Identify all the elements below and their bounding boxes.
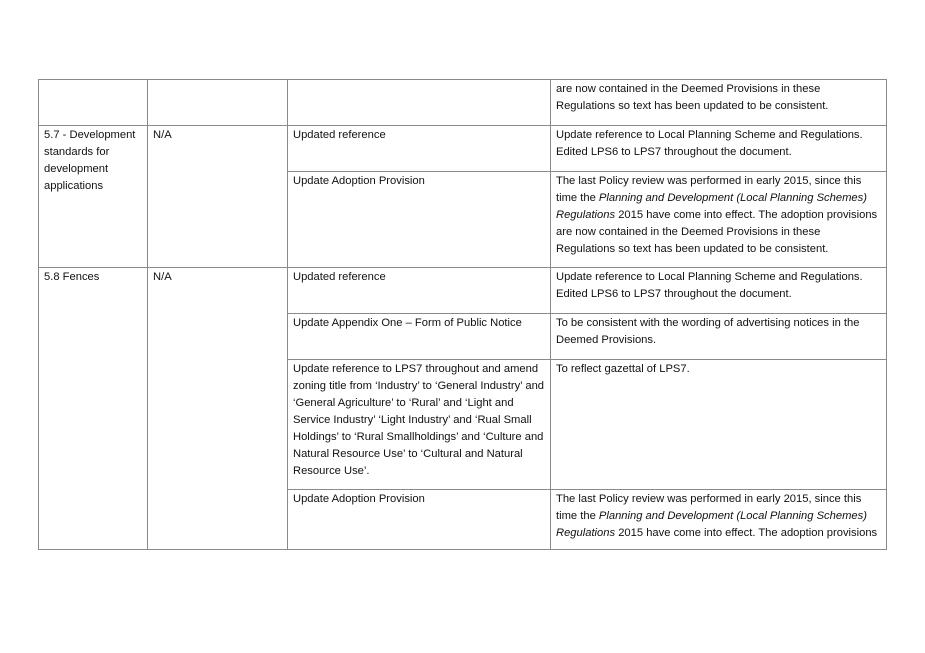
regulations-title: Planning and Development (Local Planning Schemes) Regulations	[556, 510, 867, 539]
na-cell: N/A	[148, 268, 288, 550]
reason-cell: Update reference to Local Planning Scheme and Regulations. Edited LPS6 to LPS7 throughout the document.	[551, 268, 887, 314]
section-cell: 5.8 Fences	[39, 268, 148, 550]
table-row	[39, 126, 887, 172]
table-row	[39, 80, 887, 126]
policy-review-table	[38, 79, 887, 550]
reason-text: The last Policy review was performed in early 2015, since this time the	[556, 175, 862, 204]
regulations-title: Planning and Development (Local Planning Schemes) Regulations	[556, 192, 867, 221]
change-cell: Updated reference	[288, 268, 551, 314]
reason-cell: Update reference to Local Planning Scheme and Regulations. Edited LPS6 to LPS7 throughout the document.	[551, 126, 887, 172]
reason-cell: are now contained in the Deemed Provisions in these Regulations so text has been updated to be consistent.	[551, 80, 887, 126]
section-cell	[39, 80, 148, 126]
na-cell	[148, 80, 288, 126]
change-cell: Update Appendix One – Form of Public Notice	[288, 314, 551, 360]
reason-cell	[551, 172, 887, 268]
change-cell: Update Adoption Provision	[288, 172, 551, 268]
reason-cell	[551, 490, 887, 550]
reason-cell: To reflect gazettal of LPS7.	[551, 360, 887, 490]
table-row	[39, 268, 887, 314]
reason-text: The last Policy review was performed in early 2015, since this time the	[556, 493, 862, 522]
section-cell: 5.7 - Development standards for development applications	[39, 126, 148, 268]
change-cell: Updated reference	[288, 126, 551, 172]
na-cell: N/A	[148, 126, 288, 268]
change-cell: Update reference to LPS7 throughout and amend zoning title from ‘Industry’ to ‘General Industry’ and ‘General Agriculture’ to ‘Rural’ and ‘Light and Service Industry’ ‘Light Industry’ and ‘Rual Small Holdings’ to ‘Rural Smallholdings’ and ‘Culture and Natural Resource Use’ to ‘Cultural and Natural Resource Use’.	[288, 360, 551, 490]
change-cell: Update Adoption Provision	[288, 490, 551, 550]
reason-text: 2015 have come into effect. The adoption provisions	[615, 527, 878, 539]
reason-text: 2015 have come into effect. The adoption provisions are now contained in the Deemed Provisions in these Regulations so text has been updated to be consistent.	[556, 209, 878, 255]
change-cell	[288, 80, 551, 126]
reason-cell: To be consistent with the wording of advertising notices in the Deemed Provisions.	[551, 314, 887, 360]
